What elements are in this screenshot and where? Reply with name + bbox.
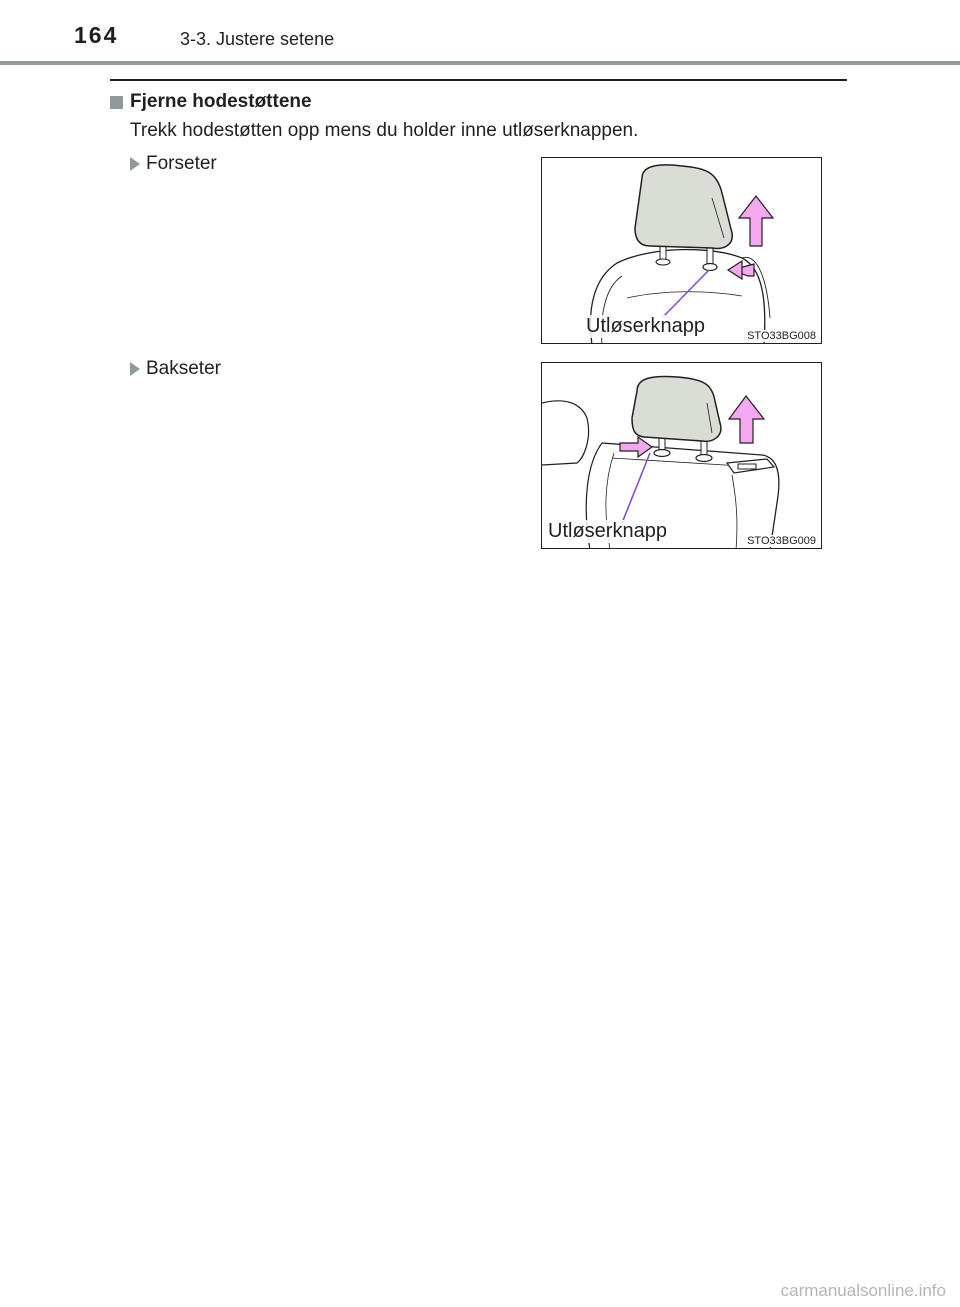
footer-watermark[interactable]: carmanualsonline.info <box>780 1281 946 1300</box>
item-front-seats <box>130 153 217 175</box>
page-number: 164 <box>74 22 119 48</box>
item-rear-seats-label: Bakseter <box>146 358 221 379</box>
content-rule <box>110 79 847 81</box>
figure-front-callout: Utløserknapp <box>586 315 705 337</box>
figure-rear-callout: Utløserknapp <box>548 520 667 542</box>
subheading-text: Fjerne hodestøttene <box>130 91 312 112</box>
item-front-seats-label: Forseter <box>146 153 217 174</box>
figure-front-seat <box>541 157 822 344</box>
header-rule <box>0 61 960 65</box>
section-title: 3-3. Justere setene <box>180 29 335 49</box>
item-rear-seats <box>130 358 221 380</box>
figure-rear-code: STO33BG009 <box>747 535 816 547</box>
triangle-bullet-icon <box>130 157 140 171</box>
subheading <box>110 91 312 113</box>
instruction-text: Trekk hodestøtten opp mens du holder inne utløserknappen. <box>130 120 639 141</box>
triangle-bullet-icon <box>130 362 140 376</box>
figure-front-code: STO33BG008 <box>747 330 816 342</box>
square-bullet-icon <box>110 96 123 109</box>
figure-rear-seat <box>541 362 822 549</box>
